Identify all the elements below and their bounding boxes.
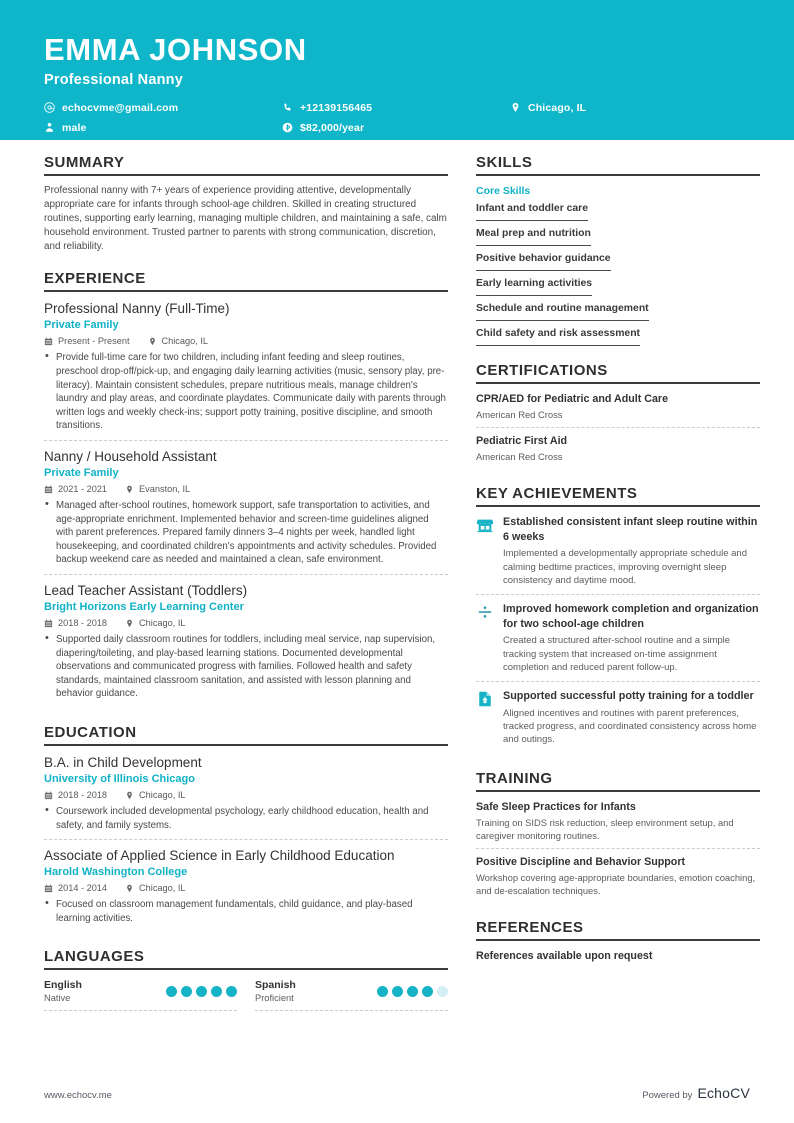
rating-dot: [377, 986, 388, 997]
entry-title: B.A. in Child Development: [44, 754, 202, 770]
language-name: English: [44, 979, 82, 992]
rating-dot: [422, 986, 433, 997]
contact-location-value: Chicago, IL: [528, 101, 587, 114]
page-title: EMMA JOHNSON: [44, 32, 307, 67]
skills-group-title: Core Skills: [476, 185, 531, 197]
resume-header: [0, 0, 794, 140]
rating-dot: [211, 986, 222, 997]
certification-issuer: American Red Cross: [476, 409, 563, 420]
certification-item: [476, 392, 760, 428]
certification-title: CPR/AED for Pediatric and Adult Care: [476, 393, 669, 405]
languages-row: [44, 978, 448, 1011]
contact-gender-value: male: [62, 121, 87, 134]
entry-bullets: [44, 351, 448, 433]
education-entry: [44, 847, 448, 932]
calendar-icon: [44, 337, 53, 346]
calendar-icon: [44, 485, 53, 494]
entry-title: Lead Teacher Assistant (Toddlers): [44, 583, 248, 598]
training-item: [476, 855, 760, 903]
entry-meta: [44, 882, 448, 895]
training-description: Training on SIDS risk reduction, sleep environment setup, and caregiver monitoring routines.: [476, 816, 734, 841]
contact-phone: [282, 101, 510, 115]
section-references: [476, 919, 760, 970]
entry-location: [125, 789, 185, 802]
entry-dates: [44, 483, 107, 496]
rating-dot: [181, 986, 192, 997]
skill-item: Early learning activities: [476, 276, 592, 296]
achievement-body: [503, 602, 760, 674]
rating-dot-empty: [437, 986, 448, 997]
entry-location: [125, 483, 190, 496]
language-item: [255, 978, 448, 1011]
language-name: Spanish: [255, 979, 296, 992]
calendar-icon: [44, 884, 53, 893]
entry-bullets: [44, 499, 448, 567]
certification-title: Pediatric First Aid: [476, 435, 568, 448]
entry-dates: [44, 617, 107, 630]
entry-location: [125, 882, 185, 895]
entry-location-value: Evanston, IL: [139, 484, 191, 495]
experience-heading: EXPERIENCE: [44, 270, 448, 292]
location-pin-icon: [125, 791, 134, 800]
language-level: Proficient: [255, 993, 294, 1004]
training-heading: TRAINING: [476, 770, 760, 792]
rating-dot: [392, 986, 403, 997]
entry-meta: [44, 335, 448, 348]
education-entry: [44, 754, 448, 840]
resume-body: [0, 140, 794, 1015]
entry-location-value: Chicago, IL: [139, 883, 186, 894]
rating-dot: [196, 986, 207, 997]
entry-organization: University of Illinois Chicago: [44, 772, 195, 785]
location-pin-icon: [148, 337, 157, 346]
list-item: • Focused on classroom management fundamentals, child guidance, and play-based learning activities.: [44, 898, 448, 925]
brand-logo: EchoCV: [697, 1085, 750, 1101]
entry-organization: Private Family: [44, 319, 119, 332]
entry-title: Associate of Applied Science in Early Childhood Education: [44, 848, 395, 864]
contact-email: [44, 101, 282, 115]
entry-bullets: [44, 633, 448, 701]
entry-dates: [44, 789, 107, 802]
entry-dates-value: 2014 - 2014: [58, 883, 108, 894]
achievement-title: Established consistent infant sleep routine within 6 weeks: [503, 516, 758, 543]
location-pin-icon: [125, 884, 134, 893]
language-rating-dots: [377, 986, 448, 997]
list-item: • Managed after-school routines, homework support, safe transportation to activities, and age-appropriate enrichment. Implemented behavior and screen-time guidelines aligned with parent preferences. Prepared family dinners 3–4 nights per week, handled light housekeeping, and coordinated children's appointments and activity schedules. Provided backup weekend care as needed and maintained a clean, safe environment.: [44, 499, 448, 567]
location-pin-icon: [125, 619, 134, 628]
contact-grid: [44, 101, 750, 135]
language-rating-dots: [166, 986, 237, 997]
entry-location-value: Chicago, IL: [139, 618, 186, 628]
entry-dates: [44, 882, 107, 895]
achievement-description: Aligned incentives and routines with parent preferences, tracked progress, and coordinated consistency across home and outings.: [503, 707, 757, 746]
location-pin-icon: [125, 485, 134, 494]
section-summary: [44, 154, 448, 254]
entry-organization: Private Family: [44, 467, 119, 480]
divide-icon: [476, 603, 494, 621]
invoice-document-icon: [476, 690, 494, 708]
training-item: [476, 800, 760, 849]
calendar-icon: [44, 791, 53, 800]
training-title: Safe Sleep Practices for Infants: [476, 800, 636, 813]
certification-item: [476, 434, 760, 469]
contact-salary: [282, 121, 510, 135]
contact-location: [510, 101, 750, 115]
achievement-title: Improved homework completion and organization for two school-age children: [503, 603, 759, 630]
language-text: [44, 978, 82, 1004]
languages-heading: LANGUAGES: [44, 948, 448, 970]
achievement-body: [503, 515, 760, 587]
entry-location: [148, 335, 208, 348]
location-icon: [510, 102, 521, 113]
left-column: [44, 154, 448, 1015]
list-item: • Provide full-time care for two children, including infant feeding and sleep routines, preschool drop-off/pick-up, and engaging daily learning activities (music, sensory play, pre-literacy). Maintain consistent schedules, prepare nutritious meals, manage children's laundry and play areas, and coordinate playdates. Communicate daily with parents through written logs and weekly check-ins; support potty training, positive discipline, and smooth transitions.: [44, 351, 448, 433]
section-experience: [44, 270, 448, 708]
achievements-heading: KEY ACHIEVEMENTS: [476, 485, 760, 507]
powered-by: [642, 1085, 750, 1101]
education-heading: EDUCATION: [44, 724, 448, 746]
salary-coin-icon: [282, 122, 293, 133]
achievement-description: Created a structured after-school routine and a simple tracking system that increased on-time assignment completion and reduced parent follow-up.: [503, 635, 731, 673]
rating-dot: [226, 986, 237, 997]
skill-item: Infant and toddler care: [476, 201, 588, 221]
section-certifications: [476, 362, 760, 469]
summary-text: Professional nanny with 7+ years of experience providing attentive, developmentally appropriate care for infants through school-age children. Skilled in creating structured routines, supporting early learning, managing multiple children, and maintaining a safe, calm household environment. Trusted partner to parents with strong communication, discretion, and reliability.: [44, 185, 447, 253]
entry-meta: [44, 789, 448, 802]
certification-issuer: American Red Cross: [476, 451, 563, 463]
entry-bullets: [44, 898, 448, 925]
achievement-description: Implemented a developmentally appropriate schedule and calming bedtime practices, improving overnight sleep consistency and daytime mood.: [503, 548, 747, 586]
experience-entry: [44, 300, 448, 441]
list-item: • Supported daily classroom routines for toddlers, including meal service, nap supervision, diapering/toileting, and play-based learning stations. Documented developmental observations and communicated progress with families. Followed health and safety standards, maintained classroom sanitation, and assisted with lesson planning and behavior guidance.: [44, 633, 448, 701]
section-training: [476, 770, 760, 904]
list-item: • Coursework included developmental psychology, early childhood education, health and safety, and family systems.: [44, 805, 448, 832]
language-item: [44, 978, 237, 1011]
entry-bullets: [44, 805, 448, 832]
certifications-heading: CERTIFICATIONS: [476, 362, 760, 384]
experience-entry: [44, 448, 448, 575]
skill-item: Meal prep and nutrition: [476, 226, 591, 246]
language-text: [255, 978, 296, 1004]
calendar-icon: [44, 619, 53, 628]
achievement-item: [476, 602, 760, 682]
right-column: [476, 154, 760, 1015]
skill-item: Schedule and routine management: [476, 301, 649, 321]
entry-dates-value: 2018 - 2018: [58, 618, 108, 628]
entry-dates: [44, 335, 130, 348]
experience-entry: [44, 582, 448, 708]
training-description: Workshop covering age-appropriate boundaries, emotion coaching, and de-escalation techniques.: [476, 871, 756, 897]
achievement-body: [503, 689, 760, 746]
entry-organization: Harold Washington College: [44, 866, 188, 879]
footer-website[interactable]: www.echocv.me: [44, 1090, 112, 1101]
rating-dot: [166, 986, 177, 997]
summary-heading: SUMMARY: [44, 154, 448, 176]
entry-title: Nanny / Household Assistant: [44, 449, 217, 465]
section-languages: [44, 948, 448, 1011]
entry-location-value: Chicago, IL: [139, 789, 186, 800]
entry-location: [125, 617, 185, 630]
entry-meta: [44, 617, 448, 630]
contact-salary-value: $82,000/year: [300, 121, 365, 134]
entry-title: Professional Nanny (Full-Time): [44, 301, 230, 317]
powered-by-label: Powered by: [642, 1090, 693, 1101]
language-level: Native: [44, 993, 71, 1004]
rating-dot: [407, 986, 418, 997]
contact-gender: [44, 121, 282, 135]
achievement-item: [476, 689, 760, 753]
contact-phone-value: +12139156465: [300, 101, 373, 114]
achievement-title: Supported successful potty training for a toddler: [503, 690, 754, 703]
email-icon: [44, 102, 55, 113]
entry-organization: Bright Horizons Early Learning Center: [44, 601, 244, 613]
person-icon: [44, 122, 55, 133]
entry-dates-value: Present - Present: [58, 336, 130, 347]
phone-icon: [282, 102, 293, 113]
references-item: [476, 949, 760, 970]
entry-dates-value: 2021 - 2021: [58, 484, 108, 495]
achievement-item: [476, 515, 760, 595]
references-text: References available upon request: [476, 950, 653, 963]
training-title: Positive Discipline and Behavior Support: [476, 855, 686, 868]
skill-item: Positive behavior guidance: [476, 251, 611, 271]
store-icon: [476, 516, 494, 534]
resume-footer: [44, 1085, 750, 1101]
skill-item: Child safety and risk assessment: [476, 326, 640, 346]
contact-email-value: echocvme@gmail.com: [62, 101, 179, 114]
entry-meta: [44, 483, 448, 496]
entry-location-value: Chicago, IL: [161, 336, 208, 347]
job-title: Professional Nanny: [44, 71, 183, 88]
section-education: [44, 724, 448, 932]
entry-dates-value: 2018 - 2018: [58, 789, 108, 800]
references-heading: REFERENCES: [476, 919, 760, 941]
skills-heading: SKILLS: [476, 154, 760, 176]
section-skills: [476, 154, 760, 346]
section-achievements: [476, 485, 760, 753]
